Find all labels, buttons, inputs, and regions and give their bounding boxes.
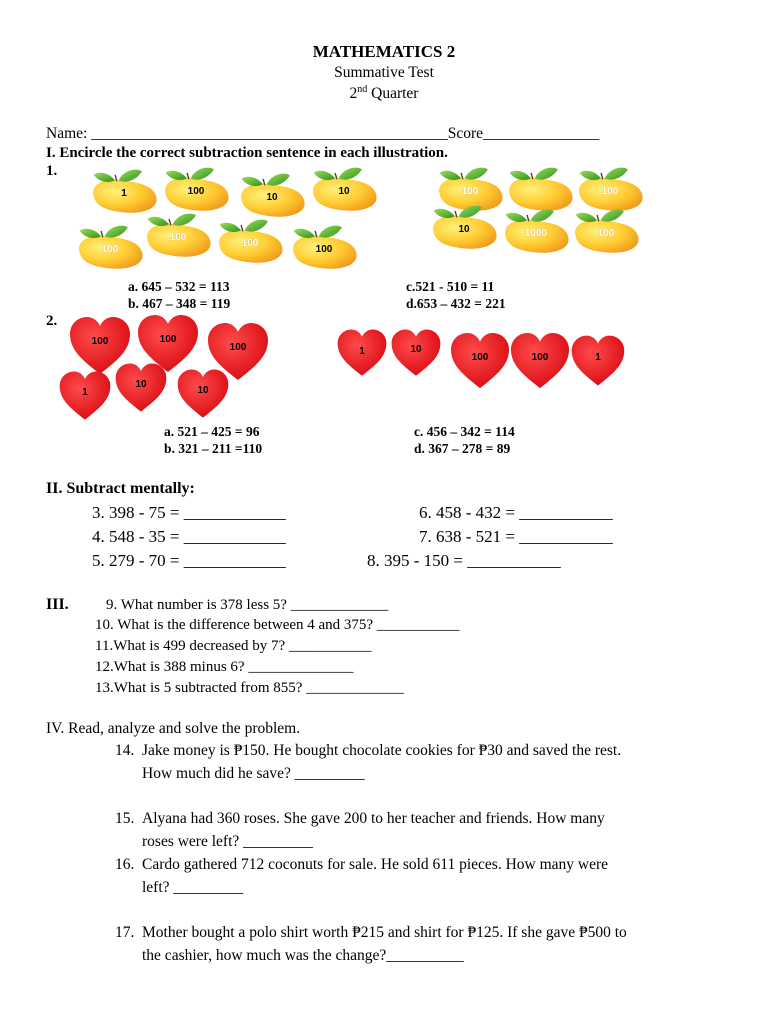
quarter-word: Quarter (367, 85, 419, 103)
item-1-number: 1. (46, 163, 58, 179)
mental-item-5[interactable]: 5. 279 - 70 = ____________ (92, 551, 286, 570)
heart-shape: 100 (136, 314, 200, 374)
problem-number: 14. (115, 742, 135, 759)
question-9[interactable]: 9. What number is 378 less 5? _____________ (106, 597, 389, 613)
problem-text-2: the cashier, how much was the change?__________ (142, 947, 464, 964)
name-blank[interactable]: ______________________________________________ (91, 125, 448, 142)
mango-fruit: 100 (74, 222, 146, 272)
mango-fruit: 10 (308, 164, 380, 214)
mango-fruit: 100 (570, 206, 642, 256)
heart-shape: 100 (206, 322, 270, 382)
quarter-label (0, 84, 768, 103)
quarter-number: 2 (349, 85, 358, 103)
item-1-option-c[interactable]: c.521 - 510 = 11 (406, 279, 495, 294)
heart-shape: 10 (176, 366, 230, 422)
problem-number: 15. (115, 810, 135, 827)
page-title: MATHEMATICS 2 (312, 42, 456, 61)
problem-number: 17. (115, 924, 135, 941)
score-blank[interactable]: _______________ (483, 125, 600, 142)
problem-16[interactable] (115, 853, 721, 899)
heart-shape: 100 (68, 316, 132, 376)
mango-fruit: 10 (428, 202, 500, 252)
mango-fruit: 1000 (500, 206, 572, 256)
mango-fruit: 10 (236, 170, 308, 220)
heart-shape: 10 (390, 324, 442, 382)
item-2-number: 2. (46, 313, 58, 329)
question-11[interactable]: 11.What is 499 decreased by 7? ___________ (95, 638, 372, 654)
problem-text: Cardo gathered 712 coconuts for sale. He sold 611 pieces. How many were (142, 856, 609, 873)
item-2-option-b[interactable]: b. 321 – 211 =110 (164, 441, 263, 456)
problem-number: 16. (115, 856, 135, 873)
name-score-line (46, 125, 599, 143)
mental-item-6[interactable]: 6. 458 - 432 = ___________ (419, 503, 613, 522)
problem-text-2: How much did he save? _________ (142, 765, 365, 782)
score-label: Score (447, 125, 483, 142)
item-1-option-b[interactable]: b. 467 – 348 = 119 (128, 296, 231, 311)
question-12[interactable]: 12.What is 388 minus 6? ______________ (95, 659, 354, 675)
item-2-option-a[interactable]: a. 521 – 425 = 96 (164, 424, 260, 439)
question-13[interactable]: 13.What is 5 subtracted from 855? _____________ (95, 680, 404, 696)
item-2-option-d[interactable]: d. 367 – 278 = 89 (414, 441, 511, 456)
mango-fruit: 1 (88, 166, 160, 216)
problem-17[interactable] (115, 921, 721, 967)
mango-fruit: 100 (214, 216, 286, 266)
item-2-option-c[interactable]: c. 456 – 342 = 114 (414, 424, 515, 439)
section-3-heading: III. (46, 596, 69, 613)
problem-14[interactable] (115, 739, 721, 785)
mango-fruit: 100 (142, 210, 214, 260)
heart-shape: 10 (114, 360, 168, 416)
problem-text: Alyana had 360 roses. She gave 200 to her teacher and friends. How many (142, 810, 605, 827)
section-1-heading: I. Encircle the correct subtraction sentence in each illustration. (46, 145, 448, 161)
item-1-option-d[interactable]: d.653 – 432 = 221 (406, 296, 506, 311)
problem-text-2: roses were left? _________ (142, 833, 313, 850)
mental-item-7[interactable]: 7. 638 - 521 = ___________ (419, 527, 613, 546)
problem-text: Mother bought a polo shirt worth ₱215 and shirt for ₱125. If she gave ₱500 to (142, 924, 627, 941)
mango-fruit: 100 (574, 164, 646, 214)
question-10[interactable]: 10. What is the difference between 4 and 375? ___________ (95, 617, 460, 633)
mango-fruit: 100 (288, 222, 360, 272)
mental-item-3[interactable]: 3. 398 - 75 = ____________ (92, 503, 286, 522)
problem-text: Jake money is ₱150. He bought chocolate cookies for ₱30 and saved the rest. (142, 742, 622, 759)
item-1-option-a[interactable]: a. 645 – 532 = 113 (128, 279, 230, 294)
section-2-heading: II. Subtract mentally: (46, 480, 195, 497)
problem-text-2: left? _________ (142, 879, 244, 896)
heart-shape: 100 (448, 332, 512, 390)
mental-item-8[interactable]: 8. 395 - 150 = ___________ (367, 551, 561, 570)
heart-shape: 1 (570, 332, 626, 390)
mango-fruit: 100 (160, 164, 232, 214)
heart-shape: 1 (58, 370, 112, 422)
quarter-suffix: nd (357, 84, 368, 95)
section-4-heading: IV. Read, analyze and solve the problem. (46, 720, 301, 737)
mango-fruit: 100 (434, 164, 506, 214)
heart-shape: 100 (508, 332, 572, 390)
heart-shape: 1 (336, 324, 388, 382)
name-label: Name: (46, 125, 92, 142)
mental-item-4[interactable]: 4. 548 - 35 = ____________ (92, 527, 286, 546)
problem-15[interactable] (115, 807, 721, 853)
page-subtitle: Summative Test (334, 64, 434, 81)
